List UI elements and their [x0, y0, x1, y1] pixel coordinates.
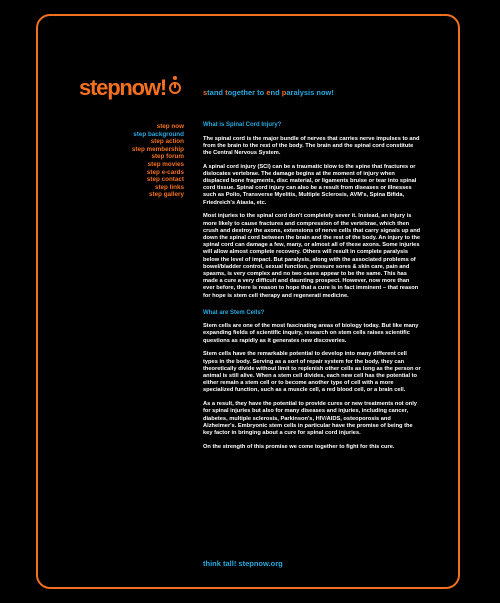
nav-link-step-membership[interactable]: step membership [131, 145, 184, 153]
section-paragraph: The spinal cord is the major bundle of nerves that carries nerve impulses to and from the brain to the rest of the body. The brain and the spinal cord constitute the Central Nervous System. [203, 135, 420, 156]
nav-link-step-e-cards[interactable]: step e-cards [146, 168, 184, 176]
tagline-part: p [281, 88, 287, 97]
nav-link-step-now[interactable]: step now [156, 123, 184, 130]
power-figure-icon [167, 76, 183, 94]
tagline-part: aralysis now! [286, 88, 334, 97]
tagline-part: tand [207, 88, 226, 97]
nav-link-step-links[interactable]: step links [154, 183, 184, 191]
section-heading: What are Stem Cells? [203, 309, 265, 316]
tagline [203, 88, 334, 97]
footer-text: think tall! stepnow.org [203, 559, 283, 568]
section-paragraph: Most injuries to the spinal cord don't completely sever it. Instead, an injury is more likely to cause fractures and compression of the vertebrae, which then crush and destroy the axons, extensions of nerve cells that carry signals up and down the spinal cord between the brain and the rest of the body. An injury to the spinal cord can damage a few, many, or almost all of these axons. Some injuries will allow almost complete recovery. Others will result in complete paralysis below the level of impact. But paralysis, along with the associated problems of bowel/bladder control, sexual function, pressure sores & skin care, pain and spasms, is very complex and no two cases appear to be the same. This has made a cure a very difficult and daunting prospect. However, now more than ever before, there is reason to hope that a cure is in fact imminent – that reason for hope is stem cell therapy and regenerati medicine. [203, 213, 421, 299]
main-nav [100, 123, 184, 199]
section-heading: What is Spinal Cord Injury? [203, 122, 282, 128]
stepnow-logo[interactable] [79, 76, 183, 100]
tagline-part: t [225, 88, 228, 97]
tagline-part: e [266, 88, 271, 97]
nav-link-step-forum[interactable]: step forum [151, 153, 184, 161]
nav-link-step-movies[interactable]: step movies [147, 160, 184, 168]
section-paragraph: Stem cells are one of the most fascinating areas of biology today. But like many expanding fields of scientific inquiry, research on stem cells raises scientific questions as rapidly as it generates new discoveries. [203, 323, 419, 344]
tagline-part: s [203, 88, 208, 97]
content-section [203, 309, 421, 451]
tagline-part: nd [270, 88, 282, 97]
nav-link-step-background[interactable]: step background [133, 130, 184, 138]
nav-link-step-action[interactable]: step action [150, 138, 184, 146]
nav-link-step-gallery[interactable]: step gallery [149, 191, 184, 199]
section-paragraph: Stem cells have the remarkable potential to develop into many different cell types in the body. Serving as a sort of repair system for the body, they can theoretically divide without limit to replenish other cells as long as the person or animal is still alive. When a stem cell divides, each new cell has the potential to either remain a stem cell or to become another type of cell with a more specialized function, such as a muscle cell, a red blood cell, or a brain cell. [203, 351, 421, 394]
section-paragraph: On the strength of this promise we come together to fight for this cure. [203, 443, 395, 450]
section-paragraph: As a result, they have the potential to provide cures or new treatments not only for spinal injuries but also for many diseases and injuries, including cancer, diabetes, multiple sclerosis, Parkinson's, HIV/AIDS, osteoporosis and Alzheimer's. Embryonic stem cells in particular have the promise of being the key factor in bringing about a cure for spinal cord injuries. [203, 401, 417, 436]
main-content [203, 121, 421, 457]
tagline-part: ogether to [227, 88, 267, 97]
nav-link-step-contact[interactable]: step contact [146, 176, 184, 184]
content-section [203, 121, 421, 300]
section-paragraph: A spinal cord injury (SCI) can be a traumatic blow to the spine that fractures or dislocates vertebrae. The damage begins at the moment of injury when displaced bone fragments, disc material, or ligaments bruise or tear into spinal cord tissue. Spinal cord injury can also be a result from diseases or illnesses such as Polio, Transverse Myelitis, Multiple Sclerosis, AVM's, Spina Bifida, Friedreich's Ataxia, etc. [203, 163, 417, 206]
logo-wordmark: stepnow! [79, 75, 166, 100]
